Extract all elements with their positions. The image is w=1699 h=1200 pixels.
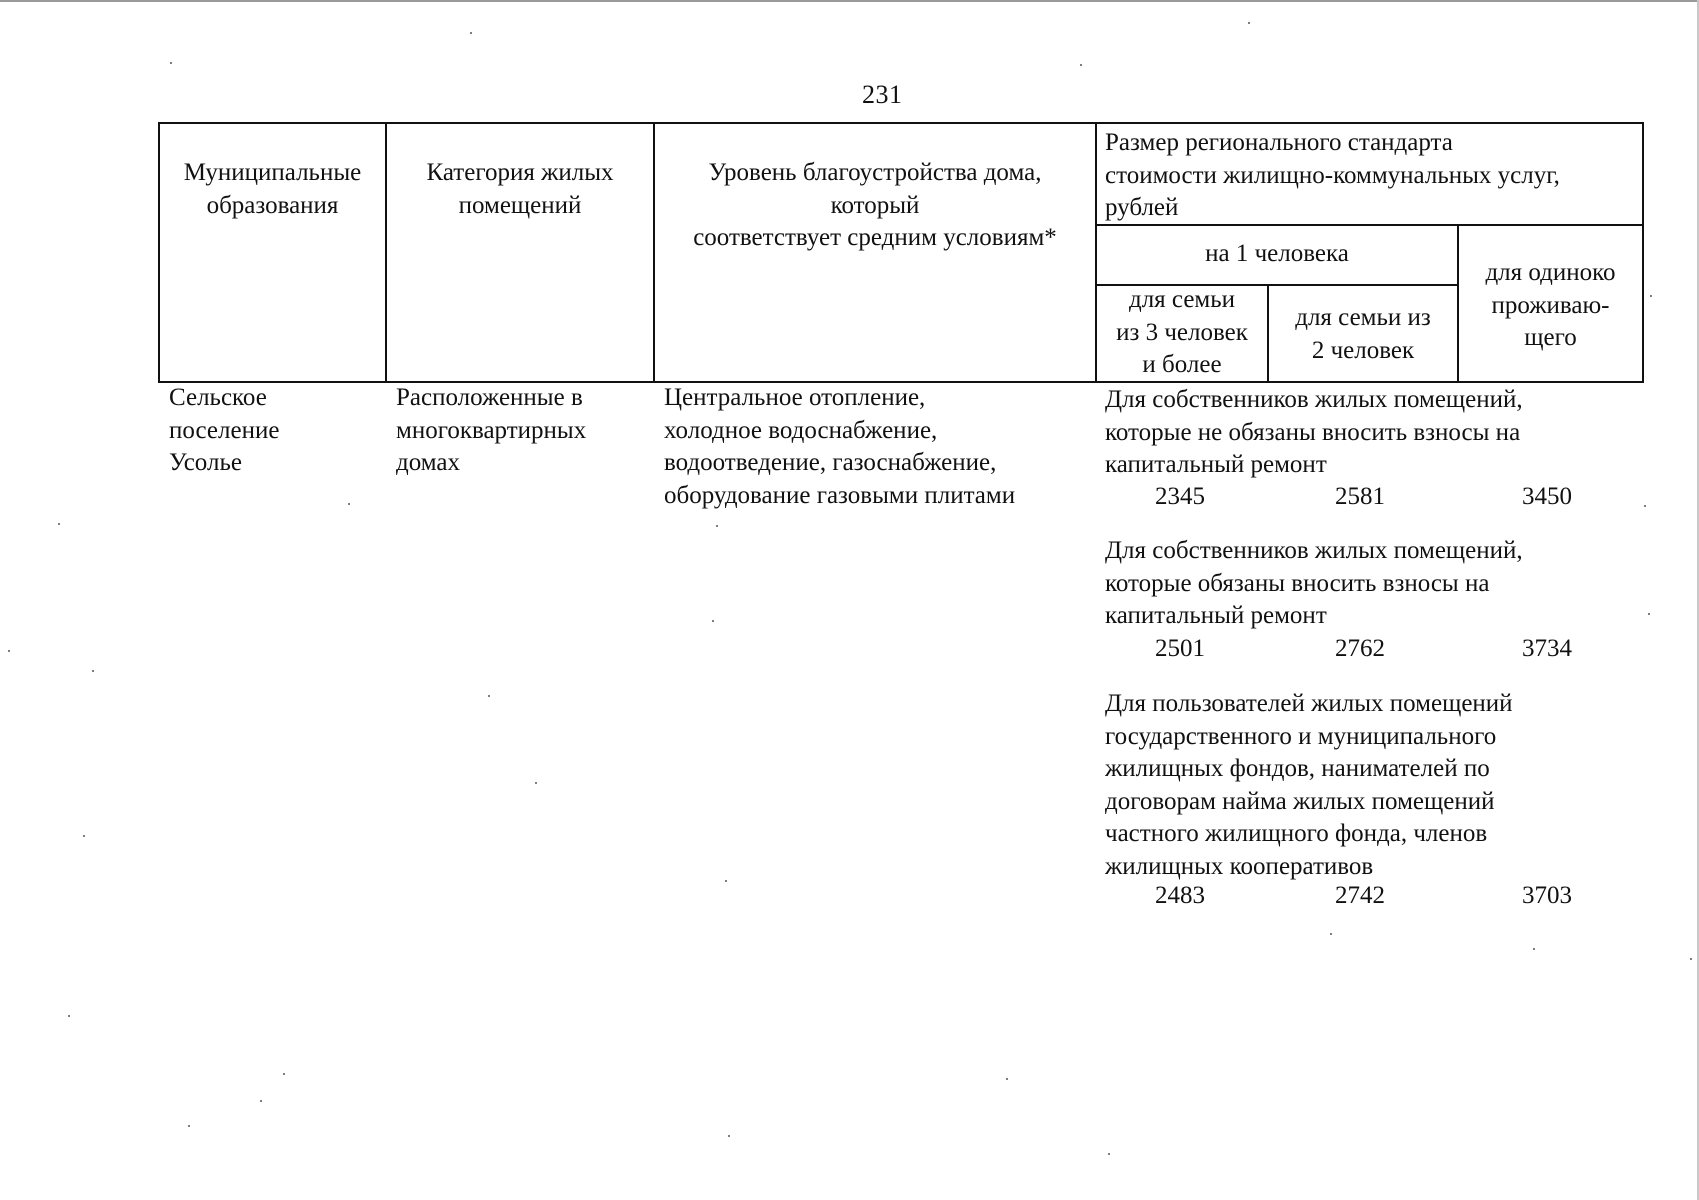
group-3-label-line: частного жилищного фонда, членов xyxy=(1105,820,1488,847)
scan-speck xyxy=(170,62,172,64)
header-family-2-line: для семьи из xyxy=(1295,304,1431,331)
scan-speck xyxy=(1330,933,1332,935)
group-3-label xyxy=(1105,688,1645,883)
scan-speck xyxy=(260,1100,262,1102)
row-category-line: многоквартирных xyxy=(396,416,587,444)
scan-speck xyxy=(1006,1078,1008,1080)
group-2-label-line: которые обязаны вносить взносы на xyxy=(1105,569,1490,597)
scan-speck xyxy=(716,525,718,527)
header-standard-line: Размер регионального стандарта xyxy=(1105,129,1453,156)
scan-speck xyxy=(68,1015,70,1017)
group-2-label xyxy=(1105,535,1645,633)
scan-speck xyxy=(1533,948,1535,950)
scan-speck xyxy=(92,670,94,672)
group-1-value-single: 3450 xyxy=(1522,483,1572,510)
header-municipality xyxy=(160,157,385,222)
row-category-line: домах xyxy=(396,449,460,476)
group-2-label-line: капитальный ремонт xyxy=(1105,602,1327,629)
header-single xyxy=(1459,257,1642,355)
scan-speck xyxy=(535,782,537,784)
scan-speck xyxy=(1690,958,1692,960)
scan-edge-top xyxy=(0,0,1699,2)
header-family-3-line: для семьи xyxy=(1128,286,1236,313)
group-3-label-line: жилищных кооперативов xyxy=(1105,852,1374,880)
row-level-line: водоотведение, газоснабжение, xyxy=(664,449,997,476)
header-family-3 xyxy=(1097,284,1267,382)
header-family-2-line: 2 человек xyxy=(1311,336,1415,364)
header-level-line: Уровень благоустройства дома, xyxy=(708,159,1042,186)
header-standard xyxy=(1105,127,1640,225)
group-1-label-line: Для собственников жилых помещений, xyxy=(1105,386,1523,413)
row-municipality-line: поселение xyxy=(169,416,280,444)
group-3-value-single: 3703 xyxy=(1522,882,1572,909)
group-3-label-line: Для пользователей жилых помещений xyxy=(1105,690,1513,717)
row-category-line: Расположенные в xyxy=(396,384,583,411)
group-3-label-line: государственного и муниципального xyxy=(1105,722,1497,750)
row-municipality-line: Усолье xyxy=(169,449,242,476)
scan-speck xyxy=(1108,1153,1110,1155)
table-top-border xyxy=(158,122,1644,124)
header-municipality-line: Муниципальные xyxy=(183,159,362,186)
group-1-label xyxy=(1105,384,1645,482)
header-family-3-line: из 3 человек xyxy=(1116,318,1248,346)
header-level-line: соответствует средним условиям* xyxy=(693,224,1057,251)
header-per-person: на 1 человека xyxy=(1205,240,1349,267)
header-standard-line: стоимости жилищно-коммунальных услуг, xyxy=(1105,161,1560,189)
row-level-line: холодное водоснабжение, xyxy=(664,416,938,444)
group-3-label-line: договорам найма жилых помещений xyxy=(1105,787,1495,815)
group-3-value-family-3: 2483 xyxy=(1155,882,1205,909)
page-number: 231 xyxy=(862,80,903,109)
scan-speck xyxy=(283,1073,285,1075)
scan-speck xyxy=(1644,505,1646,507)
header-level xyxy=(655,157,1095,255)
row-level xyxy=(664,382,1094,512)
scan-speck xyxy=(1648,613,1650,615)
group-2-value-family-3: 2501 xyxy=(1155,635,1205,662)
scan-speck xyxy=(83,835,85,837)
row-municipality xyxy=(169,382,384,480)
header-level-line: который xyxy=(830,191,920,219)
scan-speck xyxy=(348,503,350,505)
group-1-label-line: которые не обязаны вносить взносы на xyxy=(1105,418,1521,446)
scan-speck xyxy=(8,650,10,652)
header-family-2 xyxy=(1269,302,1457,367)
header-standard-line: рублей xyxy=(1105,194,1179,221)
header-municipality-line: образования xyxy=(206,191,339,219)
scan-speck xyxy=(488,695,490,697)
scan-speck xyxy=(1650,295,1652,297)
header-single-line: щего xyxy=(1524,324,1577,351)
header-single-line: для одиноко xyxy=(1485,259,1616,286)
group-2-label-line: Для собственников жилых помещений, xyxy=(1105,537,1523,564)
group-2-value-family-2: 2762 xyxy=(1335,635,1385,662)
header-single-line: проживаю- xyxy=(1491,291,1610,319)
scan-speck xyxy=(1080,64,1082,66)
scan-speck xyxy=(712,620,714,622)
row-level-line: оборудование газовыми плитами xyxy=(664,481,1016,509)
scan-speck xyxy=(1248,22,1250,24)
table-right-border xyxy=(1642,122,1644,382)
group-1-value-family-3: 2345 xyxy=(1155,483,1205,510)
row-category xyxy=(396,382,651,480)
header-category-line: Категория жилых xyxy=(426,159,614,186)
group-1-label-line: капитальный ремонт xyxy=(1105,451,1327,478)
group-2-value-single: 3734 xyxy=(1522,635,1572,662)
group-1-value-family-2: 2581 xyxy=(1335,483,1385,510)
scan-speck xyxy=(470,32,472,34)
row-level-line: Центральное отопление, xyxy=(664,384,926,411)
scan-speck xyxy=(188,1125,190,1127)
group-3-label-line: жилищных фондов, нанимателей по xyxy=(1105,755,1490,782)
scan-speck xyxy=(728,1135,730,1137)
row-municipality-line: Сельское xyxy=(169,384,267,411)
header-category-line: помещений xyxy=(458,191,582,219)
header-category xyxy=(387,157,653,222)
group-3-value-family-2: 2742 xyxy=(1335,882,1385,909)
header-family-3-line: и более xyxy=(1142,351,1222,378)
scan-speck xyxy=(725,880,727,882)
scan-speck xyxy=(58,523,60,525)
